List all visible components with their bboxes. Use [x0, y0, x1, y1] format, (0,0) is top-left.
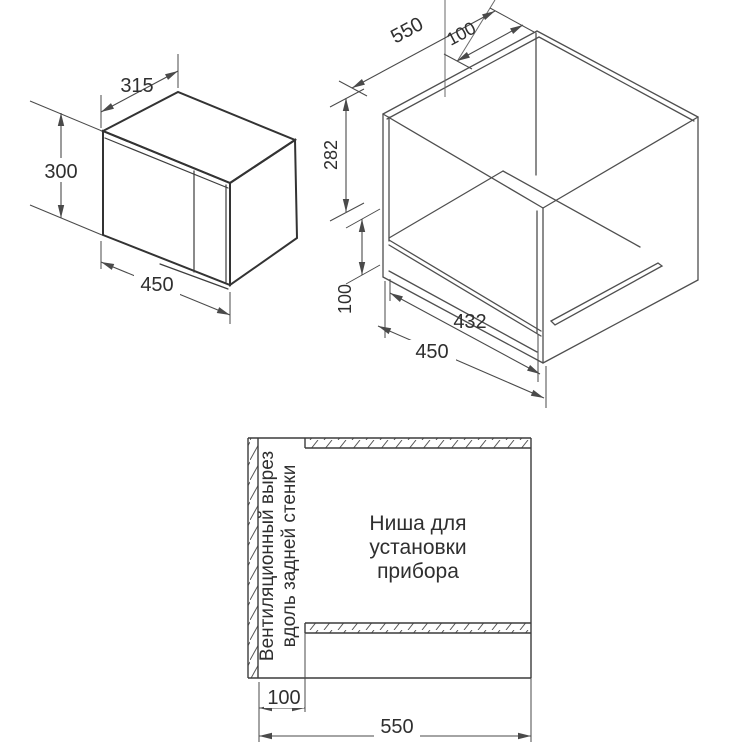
- microwave-dim-height: [30, 101, 102, 235]
- dim-width-450-label: 450: [140, 274, 174, 296]
- vent-note-line1: Вентиляционный вырез: [257, 450, 278, 662]
- microwave-front-face: [103, 131, 230, 285]
- niche-top-right-edge: [543, 117, 698, 208]
- niche-top-back-edge: [537, 31, 698, 117]
- niche-note-line2: установки: [369, 536, 467, 559]
- dim-width-450-label: 450: [415, 341, 449, 363]
- niche-dim-depth: [339, 8, 534, 96]
- shelf-panel-hatch: [305, 623, 531, 633]
- niche-dim-lower-height: [335, 209, 380, 314]
- niche-note: [369, 512, 466, 583]
- installation-plan-drawing: [248, 438, 531, 742]
- niche-ventilation-slot: [551, 263, 662, 325]
- niche-isometric-drawing: [321, 0, 698, 408]
- top-panel-hatch: [305, 438, 531, 448]
- niche-bottom-right-edge: [543, 280, 698, 363]
- dim-vent-100-label: 100: [443, 17, 480, 50]
- microwave-right-face: [230, 140, 297, 285]
- microwave-isometric-drawing: [30, 54, 297, 324]
- vent-note-line2: вдоль задней стенки: [279, 464, 300, 648]
- plan-dim-total-depth: [259, 716, 531, 738]
- niche-shelf-left-edge: [389, 171, 503, 238]
- dim-lower-100-label: 100: [335, 283, 355, 315]
- plan-dim-550-label: 550: [380, 716, 414, 738]
- vent-note: [257, 451, 300, 661]
- dim-height-300-label: 300: [44, 161, 78, 183]
- niche-dim-vent-depth: [443, 18, 523, 69]
- niche-note-line1: Ниша для: [369, 512, 467, 535]
- dim-depth-315-label: 315: [120, 75, 154, 97]
- plan-dim-vent-depth: [259, 687, 305, 709]
- niche-dim-upper-height: [321, 89, 364, 221]
- microwave-door-top-trim: [105, 138, 228, 188]
- plan-dim-100-label: 100: [267, 687, 301, 709]
- microwave-dim-depth: [101, 54, 178, 128]
- niche-shelf-back-edge: [503, 171, 640, 247]
- dim-depth-550-label: 550: [387, 13, 428, 49]
- niche-dim-inner-width: [390, 279, 540, 382]
- dim-inner-432-label: 432: [453, 311, 487, 333]
- dim-upper-282-label: 282: [321, 139, 341, 171]
- niche-note-line3: прибора: [377, 560, 459, 583]
